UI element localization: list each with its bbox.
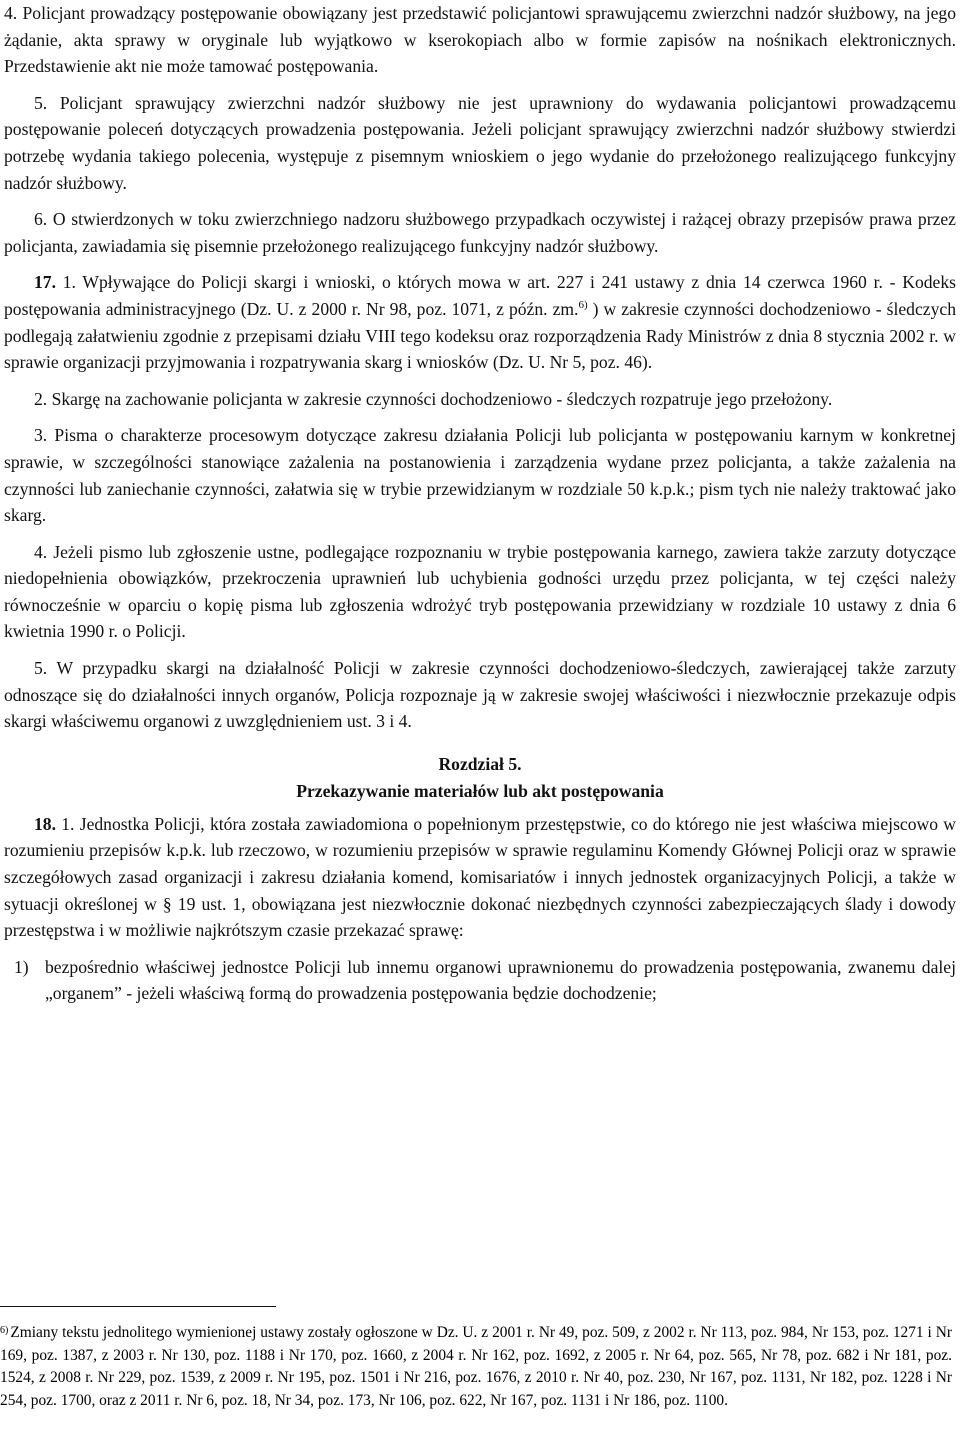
section-18-paragraph-1: [4, 811, 956, 944]
footnote-separator: [0, 1306, 276, 1307]
section-17-paragraph-5: 5. W przypadku skargi na działalność Policji w zakresie czynności dochodzeniowo-śledczych, zawierającej także zarzuty odnoszące się do działalności innych organów, Policja rozpoznaje ją w zakresie swojej właściwości i niezwłocznie przekazuje odpis skargi właściwemu organowi z uwzględnieniem ust. 3 i 4.: [4, 658, 956, 732]
section-17-text-b: ) w zakresie czynności dochodzeniowo - śledczych podlegają załatwieniu zgodnie z przepisami działu VIII tego kodeksu oraz rozporządzenia Rady Ministrów z dnia 8 stycznia 2002 r. w sprawie organizacji przyjmowania i rozpatrywania skarg i wniosków (Dz. U. Nr 5, poz. 46).: [4, 298, 956, 373]
section-18-text: 1. Jednostka Policji, która została zawiadomiona o popełnionym przestępstwie, co do którego nie jest właściwa miejscowo w rozumieniu przepisów k.p.k. lub rzeczowo, w rozumieniu przepisów w sprawie regulaminu Komendy Głównej Policji oraz w sprawie szczegółowych zasad organizacji i zakresu działania komend, komisariatów i innych jednostek organizacyjnych Policji, a także w sytuacji określonej w § 19 ust. 1, obowiązana jest niezwłocznie dokonać niezbędnych czynności zabezpieczających ślady i dowody przestępstwa i w możliwie najkrótszym czasie przekazać sprawę:: [4, 813, 956, 941]
section-17-number: 17.: [34, 272, 56, 293]
document-page: [4, 0, 956, 1007]
footnote: [0, 1322, 952, 1412]
chapter-heading: [4, 751, 956, 805]
footnote-reference[interactable]: 6): [578, 298, 588, 311]
list-item-text: bezpośrednio właściwej jednostce Policji lub innemu organowi uprawnionemu do prowadzenia postępowania, zwanemu dalej „organem” - jeżeli właściwą formą do prowadzenia postępowania będzie dochodzenie;: [45, 956, 956, 1004]
footnote-mark: 6): [0, 1325, 9, 1336]
section-17-paragraph-2: 2. Skargę na zachowanie policjanta w zakresie czynności dochodzeniowo - śledczych rozpatruje jego przełożony.: [34, 388, 833, 409]
chapter-title: Przekazywanie materiałów lub akt postępowania: [296, 780, 664, 801]
chapter-number: Rozdział 5.: [438, 753, 522, 774]
section-17-paragraph-3: 3. Pisma o charakterze procesowym dotyczące zakresu działania Policji lub policjanta w postępowaniu karnym w konkretnej sprawie, w szczególności stanowiące zażalenia na postanowienia i zarządzenia wydane przez policjanta, a także zażalenia na czynności lub zaniechanie czynności, załatwia się w trybie przewidzianym w rozdziale 50 k.p.k.; pism tych nie należy traktować jako skarg.: [4, 425, 956, 526]
section-17-paragraph-1: [4, 269, 956, 375]
list-item: [4, 954, 956, 1007]
section-18-number: 18.: [34, 813, 56, 834]
section-17-text-a: 1. Wpływające do Policji skargi i wnioski, o których mowa w art. 227 i 241 ustawy z dnia 14 czerwca 1960 r. - Kodeks postępowania administracyjnego (Dz. U. z 2000 r. Nr 98, poz. 1071, z późn. zm.: [4, 272, 956, 319]
paragraph-4: 4. Policjant prowadzący postępowanie obowiązany jest przedstawić policjantowi sprawującemu zwierzchni nadzór służbowy, na jego żądanie, akta sprawy w oryginale lub wyjątkowo w kserokopiach albo w formie zapisów na nośnikach elektronicznych. Przedstawienie akt nie może tamować postępowania.: [4, 3, 956, 77]
section-17-paragraph-4: 4. Jeżeli pismo lub zgłoszenie ustne, podlegające rozpoznaniu w trybie postępowania karnego, zawiera także zarzuty dotyczące niedopełnienia obowiązków, przekroczenia uprawnień lub uchybienia godności urzędu przez policjanta, w tej części należy równocześnie w oparciu o kopię pisma lub zgłoszenia wdrożyć tryb postępowania przewidziany w rozdziale 10 ustawy z dnia 6 kwietnia 1990 r. o Policji.: [4, 541, 956, 642]
footnote-text: Zmiany tekstu jednolitego wymienionej ustawy zostały ogłoszone w Dz. U. z 2001 r. Nr 49, poz. 509, z 2002 r. Nr 113, poz. 984, Nr 153, poz. 1271 i Nr 169, poz. 1387, z 2003 r. Nr 130, poz. 1188 i Nr 170, poz. 1660, z 2004 r. Nr 162, poz. 1692, z 2005 r. Nr 64, poz. 565, Nr 78, poz. 682 i Nr 181, poz. 1524, z 2008 r. Nr 229, poz. 1539, z 2009 r. Nr 195, poz. 1501 i Nr 216, poz. 1676, z 2010 r. Nr 40, poz. 230, Nr 167, poz. 1131, Nr 182, poz. 1228 i Nr 254, poz. 1700, oraz z 2011 r. Nr 6, poz. 18, Nr 34, poz. 173, Nr 106, poz. 622, Nr 167, poz. 1131 i Nr 186, poz. 1100.: [0, 1324, 952, 1409]
list-item-label: 1): [14, 956, 29, 977]
paragraph-5: 5. Policjant sprawujący zwierzchni nadzór służbowy nie jest uprawniony do wydawania policjantowi prowadzącemu postępowanie poleceń dotyczących prowadzenia postępowania. Jeżeli policjant sprawujący zwierzchni nadzór służbowy stwierdzi potrzebę wydania takiego polecenia, występuje z pisemnym wnioskiem o jego wydanie do przełożonego realizującego funkcyjny nadzór służbowy.: [4, 92, 956, 193]
paragraph-6: 6. O stwierdzonych w toku zwierzchniego nadzoru służbowego przypadkach oczywistej i rażącej obrazy przepisów prawa przez policjanta, zawiadamia się pisemnie przełożonego realizującego funkcyjny nadzór służbowy.: [4, 209, 956, 256]
